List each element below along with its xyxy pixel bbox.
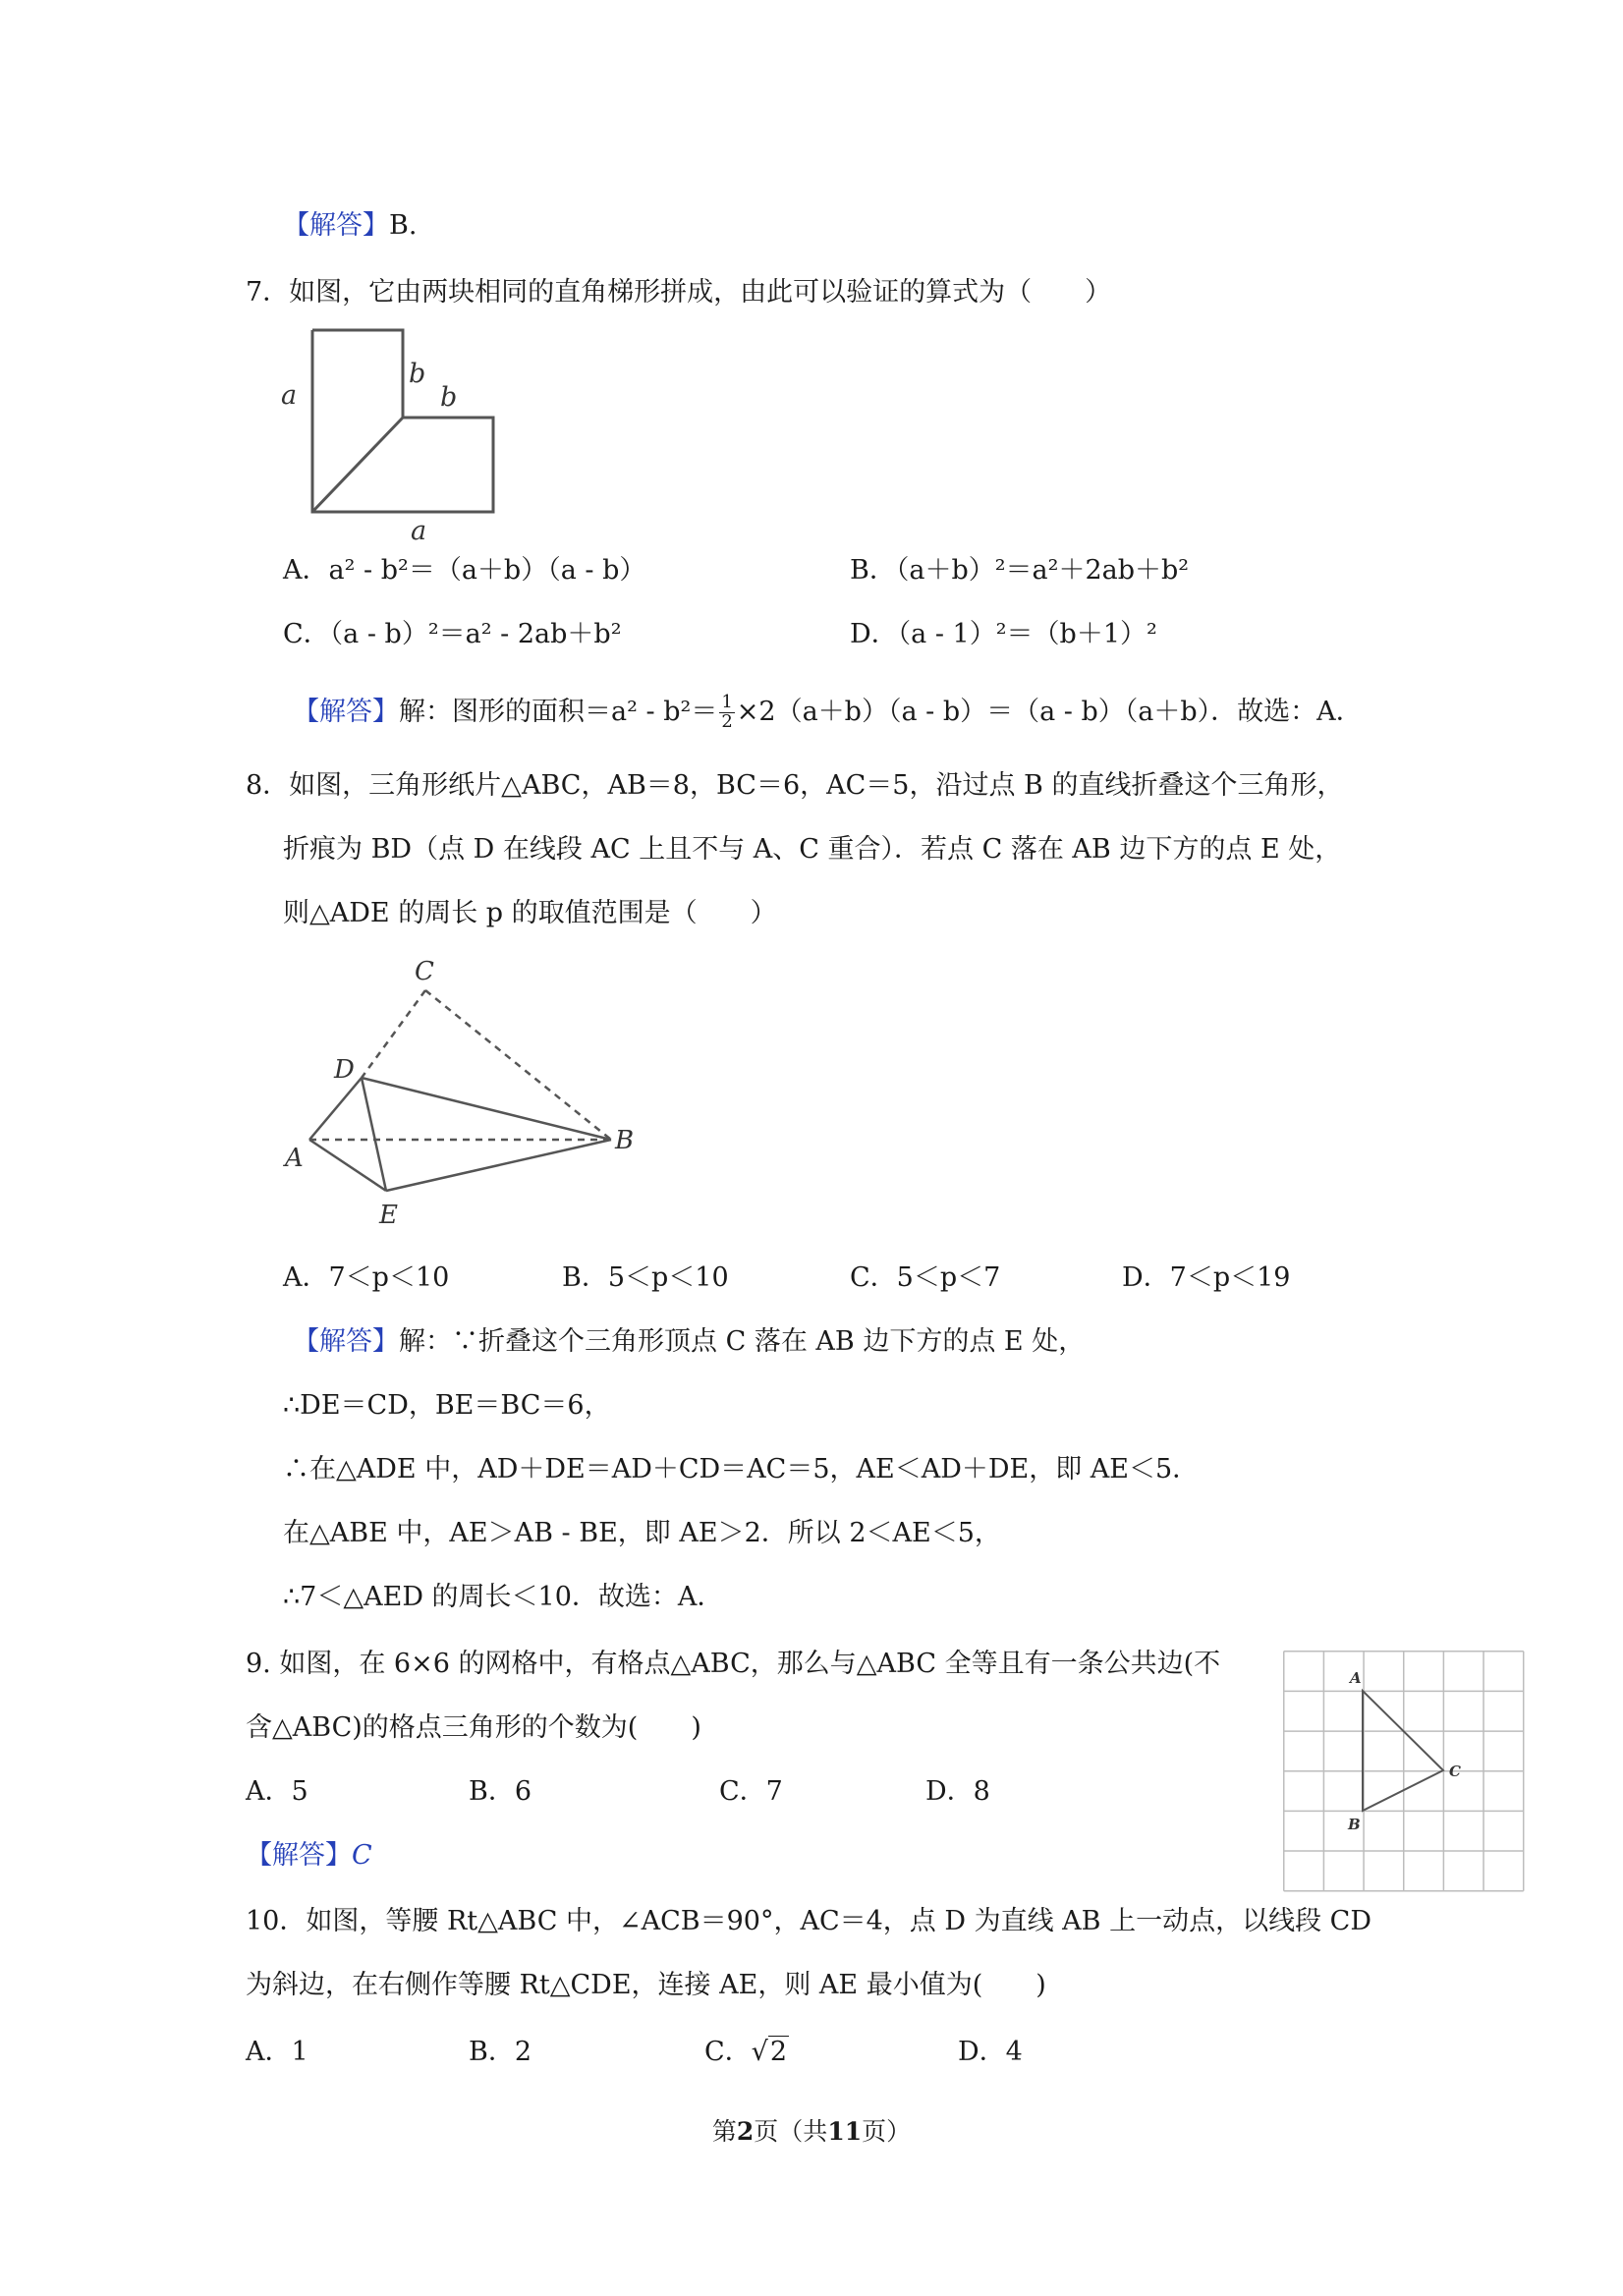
q8-label-a: A <box>285 1144 304 1173</box>
q10-option-c-label: C． <box>704 2037 752 2067</box>
q7-label-a-left: a <box>281 380 298 411</box>
q7-option-d: D．（a - 1）²＝（b＋1）² <box>850 619 1157 649</box>
q9-grid-diagram <box>1283 1651 1525 1892</box>
q7-trapezoid-diagram <box>275 319 511 545</box>
q8-stem-line-1: 8．如图，三角形纸片△ABC，AB＝8，BC＝6，AC＝5，沿过点 B 的直线折叠这个三角形， <box>246 770 1344 801</box>
q8-segment-ae <box>309 1140 386 1191</box>
q7-fraction-denominator: 2 <box>721 710 733 732</box>
q8-segment-db <box>362 1078 611 1140</box>
q10-option-a: A．1 <box>246 2037 308 2067</box>
q8-label-b: B <box>615 1126 635 1155</box>
q8-option-d: D．7＜p＜19 <box>1122 1262 1291 1293</box>
footer-post: 页） <box>862 2117 912 2146</box>
q7-label-b-upper: b <box>409 359 426 389</box>
q10-option-d: D．4 <box>958 2037 1023 2067</box>
q9-label-b: B <box>1348 1816 1361 1833</box>
q7-answer <box>293 694 1363 732</box>
q9-option-b: B．6 <box>469 1776 532 1807</box>
q8-label-c: C <box>415 957 434 986</box>
prev-answer <box>283 210 417 242</box>
answer-tag: 【解答】 <box>246 1840 352 1871</box>
q9-grid-lines <box>1284 1652 1524 1891</box>
q9-option-c: C．7 <box>719 1776 783 1807</box>
q7-option-b: B．（a＋b）²＝a²＋2ab＋b² <box>850 555 1190 586</box>
q9-option-a: A．5 <box>246 1776 308 1807</box>
q7-label-a-bottom: a <box>411 516 427 545</box>
q10-option-b: B．2 <box>469 2037 532 2067</box>
page-footer <box>0 2112 1623 2148</box>
q8-segment-cd <box>362 990 425 1078</box>
q9-stem-line-1: 9. 如图，在 6×6 的网格中，有格点△ABC，那么与△ABC 全等且有一条公共边(不 <box>246 1649 1221 1679</box>
q8-stem-line-3: 则△ADE 的周长 p 的取值范围是（ ） <box>283 898 777 928</box>
q8-answer-line-2: ∴DE＝CD，BE＝BC＝6， <box>283 1390 611 1421</box>
q8-answer-line-4: 在△ABE 中，AE＞AB - BE，即 AE＞2．所以 2＜AE＜5， <box>283 1518 1001 1548</box>
q8-figure <box>275 948 668 1233</box>
q8-answer-line-5: ∴7＜△AED 的周长＜10．故选：A． <box>283 1582 724 1612</box>
q10-stem-line-1: 10．如图，等腰 Rt△ABC 中，∠ACB＝90°，AC＝4，点 D 为直线 AB 上一动点，以线段 CD <box>246 1906 1371 1936</box>
footer-mid: 页（共 <box>754 2117 828 2146</box>
q7-label-b-right: b <box>440 382 458 413</box>
q9-stem-line-2: 含△ABC)的格点三角形的个数为( ) <box>246 1712 701 1743</box>
q7-answer-post: ×2（a＋b）（a - b）＝（a - b）（a＋b）．故选：A． <box>736 696 1363 727</box>
q8-answer-text-1: 解：∵折叠这个三角形顶点 C 落在 AB 边下方的点 E 处， <box>399 1326 1086 1357</box>
q8-answer-line-3: ∴在△ADE 中，AD＋DE＝AD＋CD＝AC＝5，AE＜AD＋DE，即 AE＜5． <box>283 1454 1200 1484</box>
q8-triangle-diagram <box>275 948 668 1233</box>
answer-tag: 【解答】 <box>283 210 389 241</box>
footer-page-number: 2 <box>736 2117 755 2146</box>
q10-stem-line-2: 为斜边，在右侧作等腰 Rt△CDE，连接 AE，则 AE 最小值为( ) <box>246 1970 1046 2000</box>
q7-figure <box>275 319 511 545</box>
q8-option-c: C．5＜p＜7 <box>850 1262 1001 1293</box>
sqrt-icon: √ <box>751 2037 768 2067</box>
answer-tag: 【解答】 <box>293 696 399 727</box>
q9-option-d: D．8 <box>925 1776 990 1807</box>
footer-total-pages: 11 <box>827 2117 863 2146</box>
q9-answer-text: C <box>352 1840 372 1871</box>
q8-segment-de <box>362 1078 386 1191</box>
q7-option-c: C．（a - b）²＝a² - 2ab＋b² <box>283 619 622 649</box>
q8-segment-eb <box>386 1140 611 1191</box>
q8-option-a: A．7＜p＜10 <box>283 1262 450 1293</box>
q8-label-d: D <box>334 1055 355 1085</box>
prev-answer-text: B. <box>389 210 418 241</box>
q8-answer-line-1 <box>293 1326 1085 1358</box>
q8-segment-ad <box>309 1078 362 1140</box>
q9-figure <box>1283 1651 1525 1892</box>
answer-tag: 【解答】 <box>293 1326 399 1357</box>
q7-answer-pre: 解：图形的面积＝a² - b²＝ <box>399 696 718 727</box>
q8-label-e: E <box>379 1201 398 1230</box>
q10-option-c-radicand: 2 <box>769 2037 788 2067</box>
q9-label-c: C <box>1449 1763 1461 1780</box>
q8-stem-line-2: 折痕为 BD（点 D 在线段 AC 上且不与 A、C 重合）．若点 C 落在 AB 边下方的点 E 处， <box>283 834 1342 865</box>
q10-option-c <box>704 2037 789 2068</box>
q7-fraction <box>719 694 734 732</box>
q9-label-a: A <box>1350 1669 1362 1687</box>
footer-pre: 第 <box>711 2117 737 2146</box>
q7-stem: 7．如图，它由两块相同的直角梯形拼成，由此可以验证的算式为（ ） <box>246 277 1112 308</box>
q8-option-b: B．5＜p＜10 <box>562 1262 729 1293</box>
q7-fraction-numerator: 1 <box>721 692 733 712</box>
q7-diagonal <box>312 418 403 512</box>
q9-answer <box>246 1840 372 1872</box>
q7-option-a: A．a² - b²＝（a＋b）（a - b） <box>283 555 646 586</box>
